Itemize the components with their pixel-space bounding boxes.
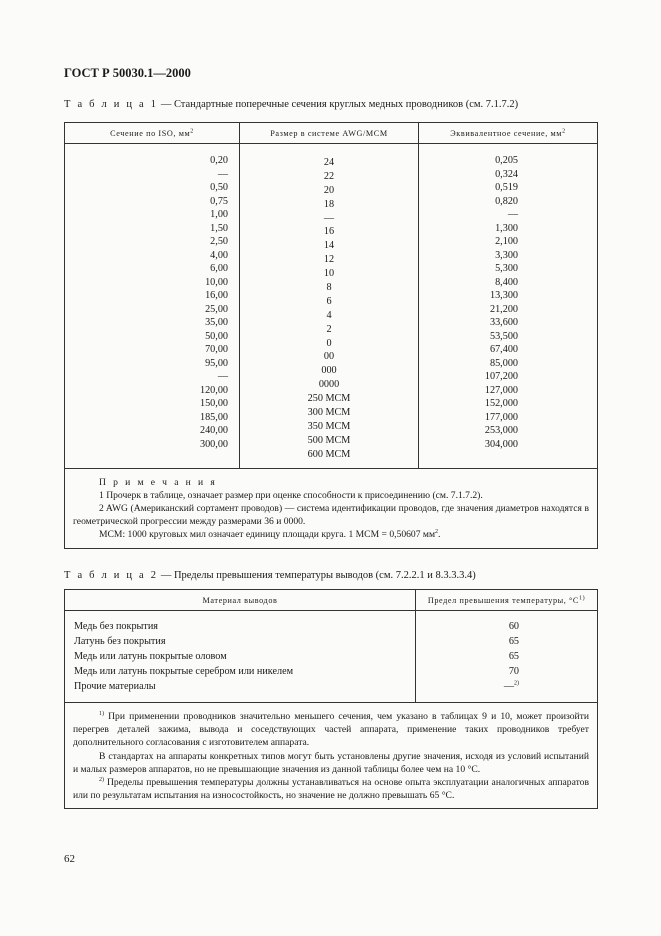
- table1-col-equiv-header: Эквивалентное сечение, $мм^2$: [419, 123, 598, 144]
- table1-body-row: [65, 144, 598, 469]
- awg-cell: 350 MCM: [307, 420, 351, 432]
- iso-cell: 25,00: [205, 303, 228, 315]
- equiv-cell: 0,820: [495, 195, 518, 207]
- limit-value-cell: 65: [508, 636, 519, 647]
- awg-cell: 12: [323, 254, 335, 266]
- iso-cell: 95,00: [205, 357, 228, 369]
- awg-cell: 14: [323, 240, 335, 252]
- table2-body-row: [65, 611, 598, 703]
- table2-col-limit-header: Предел превышения температуры, $^\circ С^{1)}$: [416, 590, 598, 611]
- iso-cell: 35,00: [205, 317, 228, 328]
- iso-cell: —: [217, 168, 228, 180]
- iso-cell: 185,00: [199, 411, 228, 423]
- note-1: 1 Прочерк в таблице, означает размер при оценке способности к присоединению (см. 7.1.7.2).: [99, 489, 483, 501]
- table1-caption-label: Т а б л и ц а 1: [64, 99, 159, 110]
- table2-footnotes: [65, 703, 598, 809]
- awg-cell: 18: [323, 198, 335, 210]
- equiv-cell: 53,500: [489, 330, 518, 342]
- awg-cell: 0: [326, 337, 332, 349]
- equiv-cell: 0,519: [495, 182, 518, 193]
- awg-cell: 0000: [318, 379, 340, 391]
- awg-cell: 8: [326, 282, 332, 294]
- iso-cell: 0,20: [210, 155, 228, 166]
- awg-cell: 600 MCM: [307, 448, 351, 460]
- footnote-2: $^{2)}$ Пределы превышения температуры должны устанавливаться на основе опыта эксплуатации аналогичных аппаратов или по результатам испытания на износостойкость, но значение не должно превышать 65 °С.: [73, 776, 589, 802]
- limit-value-sup: 2): [514, 680, 519, 687]
- iso-cell: —: [217, 371, 228, 382]
- awg-cell: 00: [323, 351, 335, 363]
- equiv-cell: 0,324: [495, 168, 518, 180]
- table1-notes-row: [65, 468, 598, 548]
- table2-value-column: [416, 611, 598, 703]
- table2-footnotes-row: [65, 703, 598, 809]
- material-cell: Прочие материалы: [74, 681, 156, 692]
- awg-cell: 4: [326, 309, 332, 321]
- table1-equiv-column: [419, 144, 598, 469]
- equiv-cell: 107,200: [484, 371, 518, 382]
- awg-cell: 16: [323, 226, 335, 238]
- iso-cell: 70,00: [205, 344, 228, 355]
- note-3: MCM: 1000 круговых мил означает единицу площади круга. 1 MCM = 0,50607 $мм^2$.: [99, 529, 441, 541]
- table1-header-row: [65, 123, 598, 144]
- footnote-1: $^{1)}$ При применении проводников значительно меньшего сечения, чем указано в таблицах 9 и 10, может произойти перегрев деталей зажима, вывода и соседствующих частей аппарата, применение таких проводников требует дополнительного согласования с изготовителем аппарата.: [73, 710, 589, 749]
- awg-cell: 10: [323, 268, 335, 280]
- limit-value-cell: 65: [508, 651, 519, 662]
- limit-value-cell: —$^{2)}$: [503, 680, 519, 692]
- equiv-cell: 152,000: [484, 398, 518, 409]
- equiv-cell: 13,300: [489, 290, 518, 301]
- table1-col-awg-header: Размер в системе AWG/MCM: [240, 123, 419, 144]
- equiv-cell: 253,000: [484, 425, 518, 436]
- iso-cell: 1,50: [210, 222, 228, 234]
- table2-caption: [64, 570, 476, 581]
- equiv-cell: —: [507, 209, 518, 220]
- iso-cell: 240,00: [199, 425, 228, 436]
- footnote-mid: В стандартах на аппараты конкретных типов могут быть установлены другие значения, исходя из условий испытаний и малых размеров аппаратов, но не превышающие значения из данной таблицы более чем на 10 °С.: [73, 750, 589, 775]
- material-cell: Медь или латунь покрытые оловом: [74, 651, 227, 662]
- table2-material-column: [65, 611, 416, 703]
- iso-cell: 300,00: [199, 438, 228, 450]
- equiv-cell: 127,000: [484, 384, 518, 396]
- page-number: 62: [64, 853, 75, 865]
- awg-cell: 24: [323, 157, 335, 168]
- iso-cell: 2,50: [210, 236, 228, 247]
- iso-cell: 1,00: [210, 209, 228, 220]
- awg-cell: 300 MCM: [307, 407, 351, 419]
- table2-caption-label: Т а б л и ц а 2: [64, 570, 159, 581]
- awg-cell: —: [323, 212, 335, 224]
- table1-notes: [65, 468, 598, 548]
- equiv-cell: 2,100: [495, 236, 518, 247]
- table2-col-material-header: Материал выводов: [65, 590, 416, 611]
- material-cell: Латунь без покрытия: [74, 636, 166, 647]
- equiv-cell: 3,300: [495, 249, 518, 261]
- iso-cell: 150,00: [199, 398, 228, 409]
- awg-cell: 22: [323, 170, 335, 182]
- iso-cell: 10,00: [205, 276, 228, 288]
- equiv-cell: 21,200: [489, 303, 518, 315]
- limit-value-cell: 70: [508, 666, 519, 677]
- table1-caption: [64, 99, 518, 110]
- table2-header-row: [65, 590, 598, 611]
- iso-cell: 16,00: [205, 290, 228, 301]
- iso-cell: 6,00: [210, 263, 228, 274]
- equiv-cell: 1,300: [495, 222, 518, 234]
- equiv-cell: 5,300: [495, 263, 518, 274]
- equiv-cell: 0,205: [495, 155, 518, 166]
- iso-cell: 0,75: [210, 195, 228, 207]
- material-cell: Медь без покрытия: [74, 621, 158, 632]
- table2: [64, 589, 598, 809]
- equiv-cell: 304,000: [484, 438, 518, 450]
- awg-cell: 250 MCM: [307, 393, 351, 405]
- equiv-cell: 33,600: [489, 317, 518, 328]
- awg-cell: 000: [321, 365, 337, 377]
- equiv-cell: 85,000: [489, 357, 518, 369]
- table1-col-iso-header: Сечение по ISO, $мм^2$: [65, 123, 240, 144]
- note-2: 2 AWG (Американский сортамент проводов) — система идентификации проводов, где значения диаметров находятся в геометрической прогрессии между размерами 36 и 0000.: [73, 503, 589, 528]
- awg-cell: 500 MCM: [307, 434, 351, 446]
- table1-iso-column: [65, 144, 240, 469]
- equiv-cell: 8,400: [495, 276, 518, 288]
- equiv-cell: 177,000: [484, 411, 518, 423]
- iso-cell: 0,50: [210, 182, 228, 193]
- awg-cell: 2: [326, 323, 332, 335]
- awg-cell: 20: [323, 184, 335, 196]
- iso-cell: 50,00: [205, 330, 228, 342]
- limit-value-cell: 60: [508, 621, 519, 632]
- equiv-cell: 67,400: [489, 344, 518, 355]
- iso-cell: 120,00: [199, 384, 228, 396]
- document-header: ГОСТ Р 50030.1—2000: [64, 66, 191, 80]
- notes-title: П р и м е ч а н и я: [99, 476, 218, 488]
- table1-awg-column: [240, 144, 419, 469]
- awg-cell: 6: [326, 295, 332, 307]
- table1-caption-text: — Стандартные поперечные сечения круглых медных проводников (см. 7.1.7.2): [158, 99, 519, 110]
- material-cell: Медь или латунь покрытые серебром или никелем: [74, 666, 294, 677]
- table1: [64, 122, 598, 549]
- iso-cell: 4,00: [210, 249, 228, 261]
- table2-caption-text: — Пределы превышения температуры выводов (см. 7.2.2.1 и 8.3.3.3.4): [158, 570, 476, 581]
